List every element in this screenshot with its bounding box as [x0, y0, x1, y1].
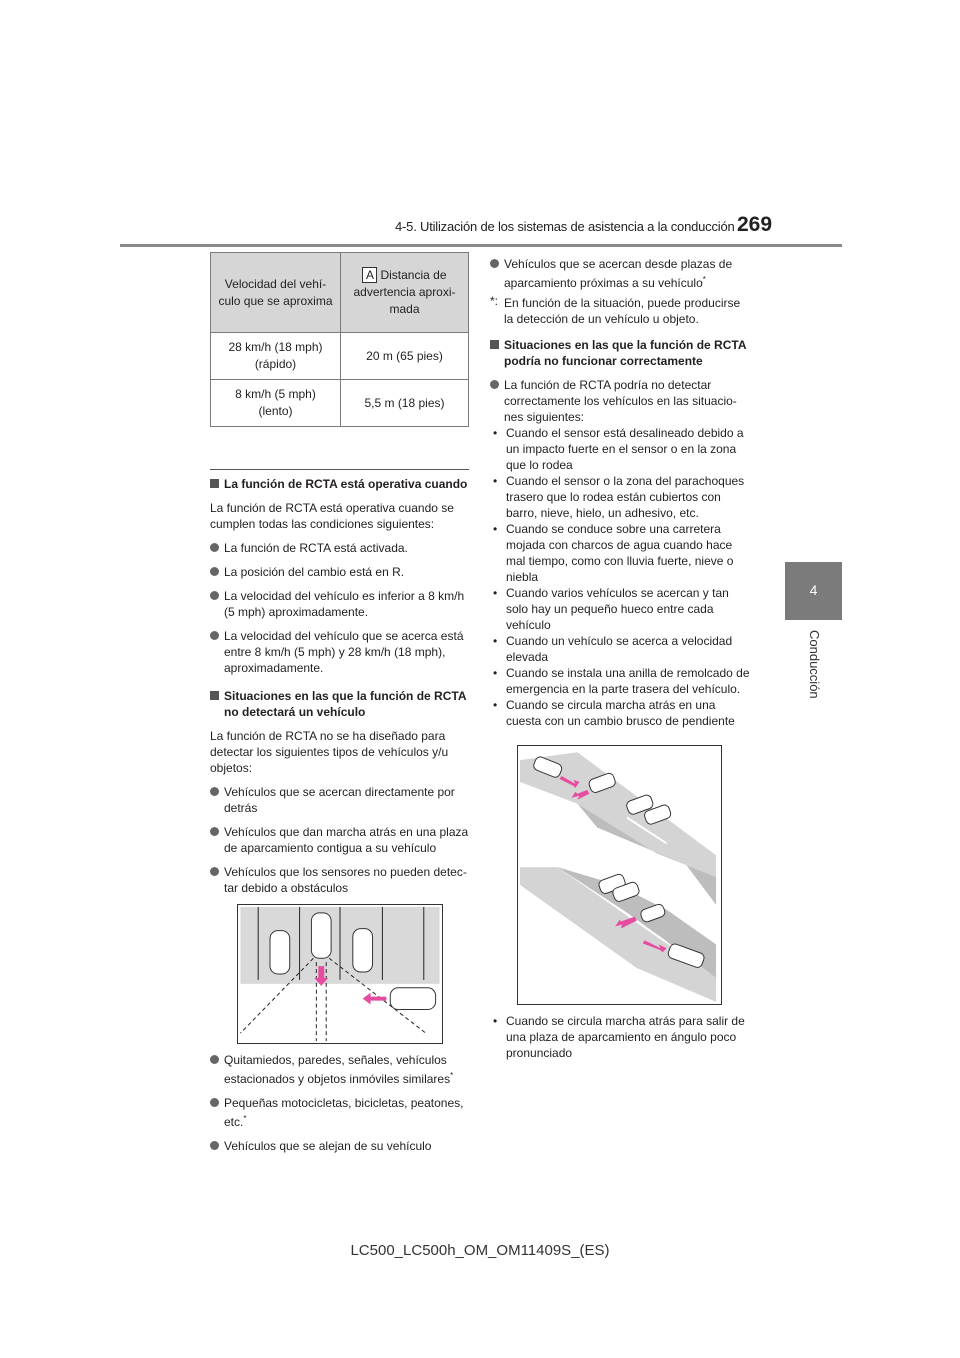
list-item: Quitamiedos, paredes, señales, vehículos estacionados y objetos inmóviles similares*: [210, 1052, 472, 1087]
parked-car: [353, 929, 373, 972]
list-item: La velocidad del vehículo que se acerca está entre 8 km/h (5 mph) y 28 km/h (18 mph), aproximadamente.: [210, 628, 472, 676]
section-divider: [210, 469, 469, 470]
paragraph: La función de RCTA está operativa cuando se cumplen todas las condiciones siguientes:: [210, 501, 454, 531]
circle-bullet-icon: [210, 787, 219, 796]
right-column: [490, 252, 752, 1061]
speed-value: 8 km/h (5 mph): [235, 387, 316, 401]
label-a: A: [362, 267, 377, 283]
circle-bullet-icon: [210, 631, 219, 640]
circle-bullet-icon: [210, 827, 219, 836]
circle-bullet-icon: [490, 380, 499, 389]
table-header-speed: Velocidad del vehí-culo que se aproxima: [211, 253, 341, 333]
circle-bullet-icon: [210, 543, 219, 552]
chapter-number: 4: [809, 582, 818, 598]
list-item: Vehículos que se acercan desde plazas de aparcamiento próximas a su vehículo*: [490, 256, 752, 291]
square-bullet-icon: [210, 691, 219, 700]
list-item: Pequeñas motocicletas, bicicletas, peatones, etc.*: [210, 1095, 472, 1130]
header-divider: [120, 244, 842, 247]
list-item: La función de RCTA está activada.: [210, 540, 472, 556]
section-heading: Situaciones en las que la función de RCTA no detectará un vehículo: [210, 688, 472, 720]
square-bullet-icon: [490, 340, 499, 349]
parked-car: [270, 931, 290, 974]
sub-item: • Cuando varios vehículos se acercan y tan solo hay un pequeño hueco entre cada vehículo: [493, 586, 729, 632]
list-item: Vehículos que se acercan directamente por detrás: [210, 784, 472, 816]
sub-item: • Cuando se circula marcha atrás en una cuesta con un cambio brusco de pendiente: [493, 698, 735, 728]
table-header-distance: [341, 253, 469, 333]
sub-item: • Cuando se circula marcha atrás para salir de una plaza de aparcamiento en ángulo poco pronunciado: [493, 1014, 745, 1060]
section-title: 4-5. Utilización de los sistemas de asistencia a la conducción: [395, 219, 735, 234]
list-item: Vehículos que dan marcha atrás en una plaza de aparcamiento contigua a su vehículo: [210, 824, 472, 856]
circle-bullet-icon: [210, 867, 219, 876]
circle-bullet-icon: [210, 591, 219, 600]
speed-note: (lento): [258, 404, 293, 418]
sub-item: • Cuando se instala una anilla de remolcado de emergencia en la parte trasera del vehículo.: [493, 666, 750, 696]
circle-bullet-icon: [210, 1055, 219, 1064]
slope-road-illustration: [517, 745, 722, 1005]
list-item: Vehículos que se alejan de su vehículo: [210, 1138, 472, 1154]
chapter-label: Conducción: [807, 630, 822, 699]
model-code-footer: LC500_LC500h_OM_OM11409S_(ES): [350, 1242, 610, 1259]
crossing-car: [390, 988, 435, 1010]
circle-bullet-icon: [210, 1098, 219, 1107]
own-car: [311, 913, 331, 958]
distance-value: 5,5 m (18 pies): [341, 380, 469, 427]
section-heading: La función de RCTA está operativa cuando: [210, 476, 472, 492]
chapter-label-container: [784, 630, 844, 710]
footnote-mark: *:: [490, 294, 499, 308]
table-row: [211, 380, 469, 427]
circle-bullet-icon: [210, 567, 219, 576]
sub-item: • Cuando un vehículo se acerca a velocidad elevada: [493, 634, 733, 664]
circle-bullet-icon: [490, 259, 499, 268]
speed-distance-table: [210, 252, 469, 427]
sub-item: • Cuando se conduce sobre una carretera mojada con charcos de agua cuando hace mal tiempo, como con lluvia fuerte, nieve o niebla: [493, 522, 734, 584]
left-column: [210, 252, 472, 1154]
table-header-distance-text: Distancia de advertencia aproxi-mada: [353, 268, 456, 316]
speed-note: (rápido): [254, 357, 297, 371]
list-item: La función de RCTA podría no detectar correctamente los vehículos en las situacio-nes siguientes:: [490, 377, 752, 425]
parking-illustration: [237, 904, 443, 1044]
footnote: *: En función de la situación, puede producirse la detección de un vehículo u objeto.: [490, 294, 741, 326]
speed-value: 28 km/h (18 mph): [228, 340, 323, 354]
list-item: Vehículos que los sensores no pueden detec-tar debido a obstáculos: [210, 864, 472, 896]
list-item: La posición del cambio está en R.: [210, 564, 472, 580]
page-number: 269: [737, 213, 773, 236]
sub-item: • Cuando el sensor está desalineado debido a un impacto fuerte en el sensor o en la zona que lo rodea: [493, 426, 744, 472]
circle-bullet-icon: [210, 1141, 219, 1150]
table-row: [211, 333, 469, 380]
paragraph: La función de RCTA no se ha diseñado para detectar los siguientes tipos de vehículos y/u objetos:: [210, 729, 449, 775]
sub-item: • Cuando el sensor o la zona del parachoques trasero que lo rodea están cubiertos con barro, nieve, hielo, un adhesivo, etc.: [493, 474, 745, 520]
square-bullet-icon: [210, 479, 219, 488]
list-item: La velocidad del vehículo es inferior a 8 km/h (5 mph) aproximadamente.: [210, 588, 472, 620]
distance-value: 20 m (65 pies): [341, 333, 469, 380]
section-heading: Situaciones en las que la función de RCTA podría no funcionar correctamente: [490, 337, 752, 369]
chapter-tab: [785, 562, 842, 620]
